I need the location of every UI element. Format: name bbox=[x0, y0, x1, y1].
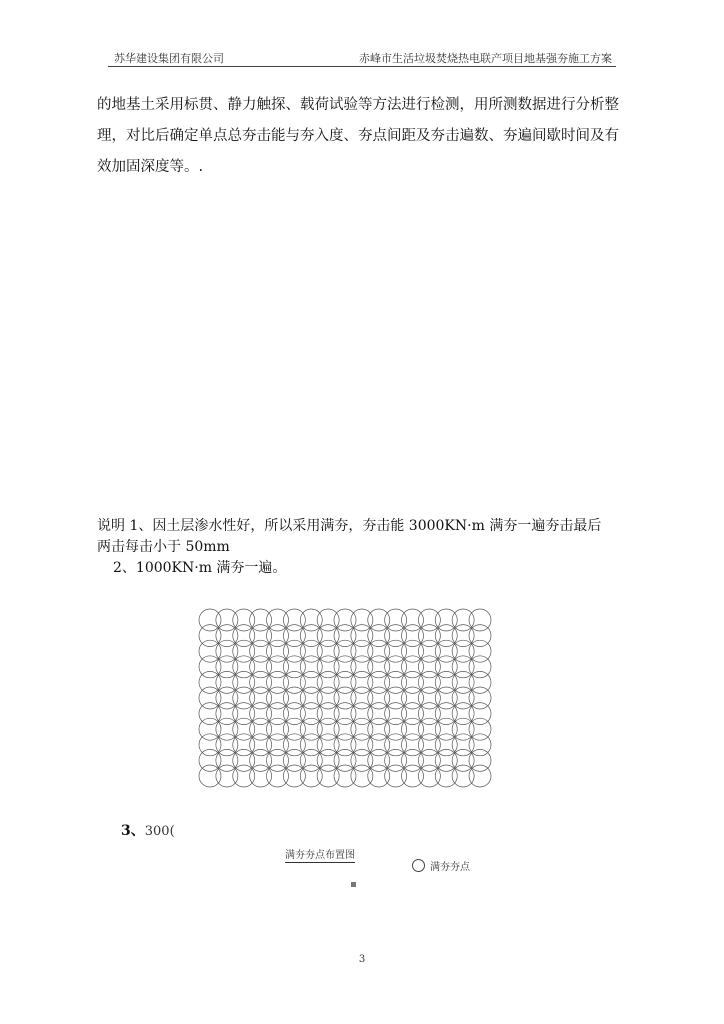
tamping-point-circle bbox=[317, 765, 339, 787]
tamping-point-circle bbox=[283, 765, 305, 787]
header-document-title: 赤峰市生活垃圾焚烧热电联产项目地基强夯施工方案 bbox=[359, 52, 612, 65]
header-rule bbox=[108, 66, 616, 67]
tamping-point-circle bbox=[435, 765, 457, 787]
legend-circle-icon bbox=[412, 859, 425, 872]
tamping-point-circle bbox=[418, 765, 440, 787]
tamping-point-circle bbox=[233, 765, 255, 787]
tamping-point-circle bbox=[452, 765, 474, 787]
legend-label: 满夯夯点 bbox=[430, 862, 470, 873]
tamping-point-circle bbox=[250, 765, 272, 787]
item-3-text: 300( bbox=[144, 824, 175, 839]
note-line-2: 两击每击小于 50mm bbox=[97, 539, 230, 555]
item-3-number: 3、 bbox=[121, 823, 145, 839]
tamping-point-circle bbox=[402, 765, 424, 787]
tamping-point-circle bbox=[267, 765, 289, 787]
square-marker-icon bbox=[351, 882, 356, 887]
figure-legend bbox=[412, 858, 470, 873]
tamping-point-circle bbox=[469, 765, 491, 787]
body-paragraph: 的地基土采用标贯、静力触探、载荷试验等方法进行检测，用所测数据进行分析整理，对比后确定单点总夯击能与夯入度、夯点间距及夯击遍数、夯遍间歇时间及有效加固深度等。. bbox=[97, 97, 619, 175]
header-company-name: 苏华建设集团有限公司 bbox=[114, 52, 224, 65]
tamping-point-circle bbox=[351, 765, 373, 787]
tamping-circle-grid bbox=[198, 608, 492, 788]
tamping-point-circle bbox=[368, 765, 390, 787]
note-line-3: 2、1000KN·m 满夯一遍。 bbox=[113, 560, 287, 576]
tamping-point-circle bbox=[385, 765, 407, 787]
item-3 bbox=[121, 820, 175, 840]
tamping-point-layout-figure bbox=[198, 608, 492, 788]
page-number: 3 bbox=[358, 954, 366, 965]
note-line-1: 说明 1、因土层渗水性好，所以采用满夯，夯击能 3000KN·m 满夯一遍夯击最后 bbox=[97, 518, 602, 534]
figure-caption: 满夯夯点布置图 bbox=[285, 846, 355, 863]
tamping-point-circle bbox=[334, 765, 356, 787]
tamping-point-circle bbox=[199, 765, 221, 787]
tamping-point-circle bbox=[300, 765, 322, 787]
notes-block bbox=[97, 516, 627, 579]
tamping-point-circle bbox=[216, 765, 238, 787]
